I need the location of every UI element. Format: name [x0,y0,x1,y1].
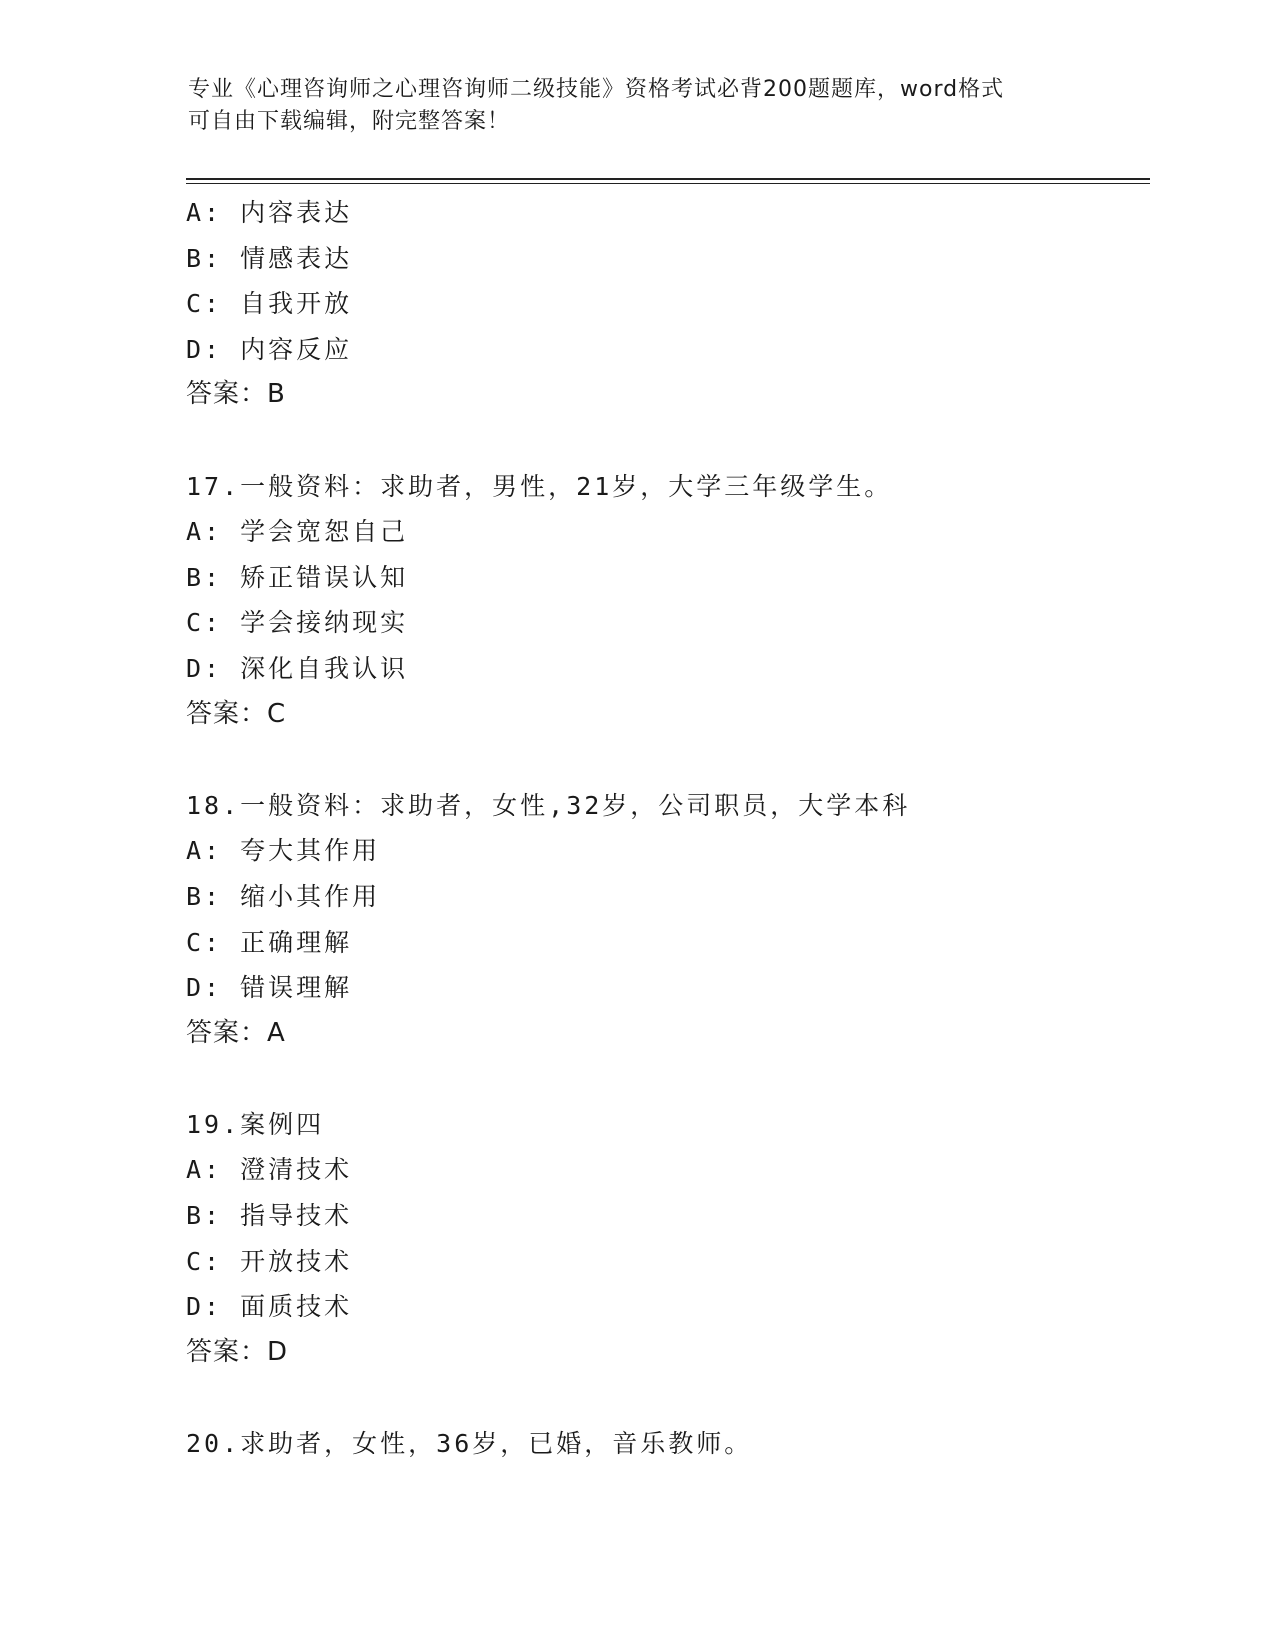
option-b: B: 情感表达 [186,243,353,273]
answer-line: 答案：D [186,1336,289,1367]
option-a: A: 澄清技术 [186,1155,353,1185]
spacer [186,737,1146,783]
answer-line: 答案：A [186,1017,286,1048]
question-list [186,190,1146,1467]
option-d: D: 深化自我认识 [186,653,409,683]
question-stem: 18.一般资料：求助者，女性,32岁，公司职员，大学本科 [186,790,911,820]
question-stem: 19.案例四 [186,1109,325,1139]
spacer [186,1056,1146,1102]
answer-line: 答案：C [186,698,287,729]
option-a: A: 夸大其作用 [186,836,381,866]
option-b: B: 指导技术 [186,1201,353,1231]
option-b: B: 矫正错误认知 [186,562,409,592]
option-c: C: 自我开放 [186,289,353,319]
document-header [188,74,1088,138]
header-divider [186,178,1150,184]
answer-line: 答案：B [186,379,286,410]
spacer [186,1375,1146,1421]
option-c: C: 开放技术 [186,1246,353,1276]
option-d: D: 错误理解 [186,973,353,1003]
question-19 [186,1102,1146,1376]
question-17 [186,464,1146,738]
option-d: D: 内容反应 [186,334,353,364]
question-stem: 17.一般资料：求助者，男性，21岁，大学三年级学生。 [186,471,893,501]
question-stem: 20.求助者，女性，36岁，已婚，音乐教师。 [186,1429,753,1459]
header-title-line-2: 可自由下载编辑，附完整答案！ [188,109,511,134]
question-16-partial [186,190,1146,418]
option-a: A: 学会宽恕自己 [186,517,409,547]
header-title-line-1: 专业《心理咨询师之心理咨询师二级技能》资格考试必背200题题库，word格式 [188,77,1005,102]
spacer [186,418,1146,464]
question-18 [186,783,1146,1057]
option-b: B: 缩小其作用 [186,881,381,911]
option-d: D: 面质技术 [186,1292,353,1322]
option-c: C: 学会接纳现实 [186,608,409,638]
question-20 [186,1421,1146,1467]
option-a: A: 内容表达 [186,198,353,227]
option-c: C: 正确理解 [186,927,353,957]
